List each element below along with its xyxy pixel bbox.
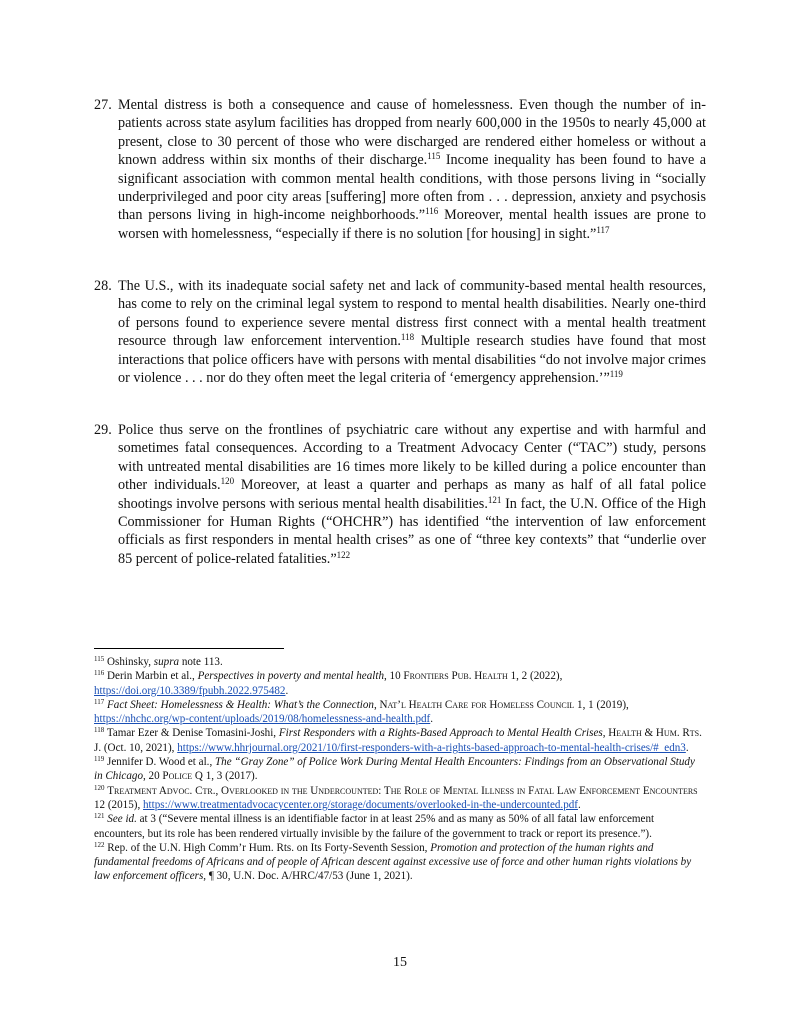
paragraph-28 [94, 277, 706, 387]
footnote-ref: 120 [220, 476, 235, 487]
text-run: 12 (2015), [94, 798, 143, 811]
small-caps-text: Frontiers Pub. Health [403, 670, 508, 683]
italic-text: Perspectives in poverty and mental health [197, 670, 384, 683]
footnote-122 [94, 841, 706, 884]
text-run: In fact, the U.N. Office of the High Commissioner for Human Rights (“OHCHR”) has identified “the intervention of law enforcement officials as first responders in mental health crises” as one of “three key contexts” that “underlie over 85 percent of police-related fatalities.” [118, 495, 707, 567]
text-run: Jennifer D. Wood et al., [107, 756, 215, 769]
text-run: . [430, 713, 434, 726]
footnote-number: 120 [94, 783, 105, 792]
text-run: Multiple research studies have found that most interactions that police officers have with persons with mental disabilities “do not involve major crimes or violence . . . nor do they often meet the legal criteria of ‘emergency apprehension.’” [118, 333, 707, 387]
paragraph-number: 27. [94, 97, 112, 113]
paragraph-27 [94, 96, 706, 243]
footnote-ref: 115 [427, 151, 441, 162]
text-run: 1, 1 (2019), [574, 698, 629, 711]
text-run: Mental distress is both a consequence and cause of homelessness. Even though the number of in-patients across state asylum facilities has dropped from nearly 600,000 in the 1950s to nearly 45,000 at present, close to 30 percent of those who were discharged are rendered either homeless or without a known address within six months of their discharge. [118, 97, 706, 169]
footnote-text [94, 785, 698, 811]
footnote-divider [94, 648, 284, 649]
footnote-number: 116 [94, 669, 105, 678]
paragraph-number: 28. [94, 278, 112, 294]
footnote-120 [94, 784, 706, 813]
text-run: , ¶ 30, U.N. Doc. A/HRC/47/53 (June 1, 2021). [203, 870, 413, 883]
italic-text: Fact Sheet: Homelessness & Health: What’s the Connection [107, 698, 374, 711]
small-caps-text: Police Q [162, 770, 203, 783]
url-link[interactable]: https://nhchc.org/wp-content/uploads/2019/08/homelessness-and-health.pdf [94, 713, 431, 726]
url-link[interactable]: https://www.treatmentadvocacycenter.org/storage/documents/overlooked-in-the-undercounted.pdf [143, 798, 578, 811]
url-link[interactable]: https://www.hhrjournal.org/2021/10/first-responders-with-a-rights-based-approach-to-mental-health-crises/#_edn3 [177, 741, 686, 754]
paragraph-29 [94, 421, 706, 568]
page-number: 15 [393, 955, 407, 970]
footnote-ref: 116 [425, 206, 439, 217]
paragraph-body [118, 421, 706, 568]
text-run: . [577, 798, 581, 811]
small-caps-text: Nat’l Health Care for Homeless Council [379, 698, 575, 711]
url-link[interactable]: https://doi.org/10.3389/fpubh.2022.975482 [94, 684, 286, 697]
small-caps-text: Treatment Advoc. Ctr., Overlooked in the Undercounted: The Role of Mental Illness in Fatal Law Enforcement Encounters [107, 784, 698, 797]
text-run: (Oct. 10, 2021), [101, 741, 178, 754]
italic-text: See id. [107, 813, 137, 826]
text-run: 1, 2 (2022), [507, 670, 563, 683]
text-run: Rep. of the U.N. High Comm’r Hum. Rts. on Its Forty-Seventh Session, [107, 841, 431, 854]
footnote-text [94, 756, 695, 782]
text-run: Police thus serve on the frontlines of psychiatric care without any expertise and with harmful and sometimes fatal consequences. According to a Treatment Advocacy Center (“TAC”) study, persons with untreated mental disabilities are 16 times more likely to be killed during a police encounter than other individuals. [118, 422, 706, 494]
footnote-117 [94, 698, 706, 727]
footnote-116 [94, 669, 706, 698]
footnotes-section [94, 655, 706, 884]
footnote-number: 115 [94, 655, 105, 663]
italic-text: First Responders with a Rights-Based Approach to Mental Health Crises [278, 727, 603, 740]
text-run: , [602, 727, 609, 740]
footnote-ref: 117 [596, 224, 610, 235]
text-run: at 3 (“Severe mental illness is an identifiable factor in at least 25% and as many as 50% of all fatal law enforcement encounters, but its role has been rendered virtually invisible by the failure of the government to track or report its presence.”). [94, 813, 655, 840]
footnote-text [94, 842, 691, 883]
italic-text: The “Gray Zone” of Police Work During Mental Health Encounters: Findings from an Observational Study in Chicago [94, 756, 695, 783]
text-run: Derin Marbin et al., [107, 670, 198, 683]
italic-text: Promotion and protection of the human rights and fundamental freedoms of Africans and of people of African descent against excessive use of force and other human rights violations by law enforcement officers [94, 841, 692, 883]
footnote-text [94, 670, 562, 696]
footnote-text [94, 727, 702, 753]
small-caps-text: Health & Hum. Rts. J. [94, 727, 702, 754]
footnote-118 [94, 726, 706, 755]
text-run: , 20 [143, 770, 163, 783]
footnote-text [107, 656, 223, 668]
text-run: Oshinsky, [107, 656, 154, 668]
footnote-ref: 122 [336, 549, 351, 560]
footnote-number: 119 [94, 755, 105, 764]
footnote-text [94, 813, 654, 839]
text-run: . [285, 684, 289, 697]
footnote-ref: 121 [487, 494, 502, 505]
text-run: Moreover, mental health issues are prone to worsen with homelessness, “especially if there is no solution [for housing] in sight.” [118, 207, 706, 242]
text-run: Tamar Ezer & Denise Tomasini-Joshi, [106, 727, 279, 740]
text-run: 1, 3 (2017). [202, 770, 258, 783]
text-run: . [685, 741, 689, 754]
footnote-number: 118 [94, 726, 105, 735]
text-run: Moreover, at least a quarter and perhaps as many as half of all fatal police shootings involve persons with serious mental health disabilities. [118, 477, 706, 512]
footnote-text [94, 699, 629, 725]
footnote-115 [94, 655, 706, 669]
text-run: , 10 [384, 670, 404, 683]
text-run: , [373, 698, 380, 711]
footnote-121 [94, 812, 706, 841]
footnote-119 [94, 755, 706, 784]
footnote-ref: 119 [609, 369, 623, 380]
footnote-number: 122 [94, 840, 105, 849]
footnote-number: 117 [94, 697, 105, 706]
text-run: The U.S., with its inadequate social safety net and lack of community-based mental health resources, has come to rely on the criminal legal system to respond to mental health disabilities. Nearly one-third of persons found to experience severe mental distress first connect with a mental health treatment resource through law enforcement intervention. [118, 278, 706, 350]
text-run: Income inequality has been found to have a significant association with common mental health conditions, with those persons living in “socially underprivileged and poor city areas [suffering] more often from . . . depression, anxiety and psychosis than persons living in high-income neighborhoods.” [118, 152, 707, 224]
italic-text: supra [153, 656, 180, 668]
paragraph-number: 29. [94, 422, 112, 438]
paragraph-body [118, 277, 706, 387]
footnote-ref: 118 [400, 332, 415, 343]
paragraph-body [118, 96, 706, 243]
footnote-number: 121 [94, 812, 105, 821]
text-run: note 113. [179, 656, 223, 668]
